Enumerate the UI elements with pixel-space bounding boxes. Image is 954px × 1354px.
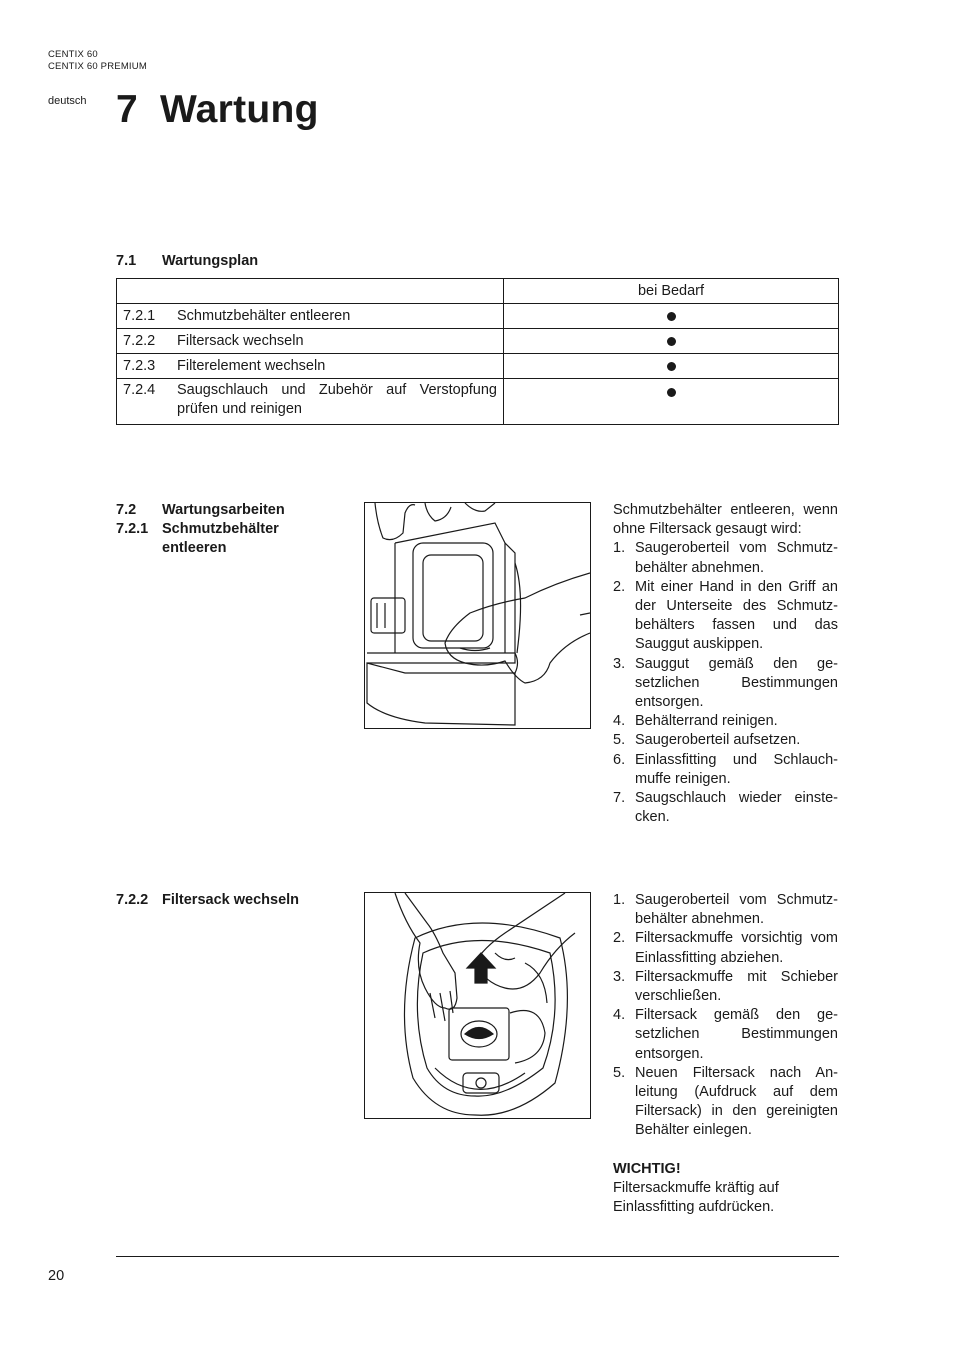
list-item: 5. Saugeroberteil aufsetzen. [613, 732, 801, 749]
container-emptying-illustration [365, 503, 590, 728]
footer-rule [116, 1256, 839, 1257]
list-item: 1. Saugeroberteil vom Schmutz-behälter abnehmen. [613, 540, 838, 576]
required-marker [667, 337, 676, 346]
table-header-interval: bei Bedarf [504, 279, 839, 304]
list-item: 5. Neuen Filtersack nach An-leitung (Aufdruck auf dem Filtersack) in den gereinigten Behälter einlegen. [613, 1064, 838, 1139]
step-list [613, 539, 838, 827]
page-number: 20 [48, 1268, 65, 1284]
subsection-title-cont: entleeren [162, 540, 227, 556]
table-row [117, 329, 839, 354]
list-item: 4. Behälterrand reinigen. [613, 713, 778, 730]
language-label: deutsch [48, 95, 87, 107]
list-item: 2. Mit einer Hand in den Griff an der Unterseite des Schmutz-behälters fassen und das Sauggut auskippen. [613, 578, 838, 653]
important-label: WICHTIG! [613, 1160, 681, 1177]
task-text: Filterelement wechseln [177, 358, 326, 374]
intro-text: Schmutzbehälter entleeren, wenn ohne Filtersack gesaugt wird: [613, 502, 838, 538]
section-7-2-2-heading [116, 891, 299, 910]
task-text: Schmutzbehälter entleeren [177, 308, 351, 324]
important-text: Filtersackmuffe kräftig auf Einlassfitting aufdrücken. [613, 1179, 779, 1216]
instructions-filter-bag [613, 891, 838, 1217]
task-code: 7.2.2 [123, 333, 156, 349]
step-list [613, 891, 838, 1141]
task-text: Saugschlauch und Zubehör auf Verstopfung prüfen und reinigen [177, 382, 497, 417]
figure-empty-container [364, 502, 591, 729]
list-item: 2. Filtersackmuffe vorsichtig vom Einlassfitting abziehen. [613, 930, 838, 966]
list-item: 1. Saugeroberteil vom Schmutz-behälter abnehmen. [613, 892, 838, 928]
list-item: 4. Filtersack gemäß den ge-setzlichen Bestimmungen entsorgen. [613, 1007, 838, 1062]
chapter-name: Wartung [160, 88, 319, 131]
table-row [117, 379, 839, 425]
required-marker [667, 388, 676, 397]
section-number: 7.1 [116, 253, 137, 269]
section-title: Wartungsarbeiten [162, 502, 285, 518]
section-7-2-heading [116, 501, 285, 558]
task-text: Filtersack wechseln [177, 333, 304, 349]
table-row [117, 304, 839, 329]
list-item: 3. Sauggut gemäß den ge-setzlichen Bestimmungen entsorgen. [613, 655, 838, 711]
task-code: 7.2.3 [123, 358, 156, 374]
list-item: 3. Filtersackmuffe mit Schieber verschließen. [613, 968, 838, 1005]
table-header-task [117, 279, 504, 304]
subsection-title: Schmutzbehälter [162, 521, 279, 537]
chapter-title [116, 88, 319, 132]
table-header-row [117, 279, 839, 304]
filter-bag-illustration [365, 893, 590, 1118]
task-code: 7.2.4 [123, 382, 156, 398]
instructions-empty-container [613, 501, 838, 827]
section-title: Wartungsplan [162, 253, 259, 269]
required-marker [667, 312, 676, 321]
chapter-number: 7 [116, 88, 138, 131]
subsection-number: 7.2.1 [116, 521, 149, 537]
list-item: 6. Einlassfitting und Schlauch-muffe reinigen. [613, 751, 838, 787]
task-code: 7.2.1 [123, 308, 156, 324]
table-row [117, 354, 839, 379]
model-line-2: CENTIX 60 PREMIUM [48, 61, 147, 72]
model-line-1: CENTIX 60 [48, 49, 98, 60]
subsection-number: 7.2.2 [116, 892, 149, 908]
required-marker [667, 362, 676, 371]
figure-filter-bag [364, 892, 591, 1119]
section-7-1-heading [116, 253, 258, 269]
section-number: 7.2 [116, 502, 137, 518]
model-header [48, 49, 147, 73]
maintenance-plan-table [116, 278, 839, 425]
subsection-title: Filtersack wechseln [162, 892, 300, 908]
list-item: 7. Saugschlauch wieder einste-cken. [613, 790, 838, 826]
